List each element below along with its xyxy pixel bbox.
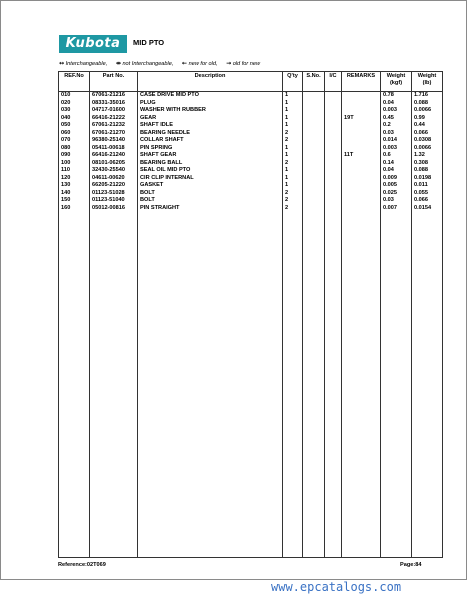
interchangeability-legend: [59, 60, 439, 67]
cell-part-no: 66416-21222: [90, 115, 138, 123]
cell-remarks: [342, 107, 381, 115]
cell-description: BEARING NEEDLE: [138, 130, 283, 138]
cell-serial-no: [303, 152, 325, 160]
table-row: [59, 197, 443, 205]
cell-serial-no: [303, 130, 325, 138]
reference-code: Reference:02T069: [58, 562, 106, 568]
cell-weight-kgf: 0.003: [381, 107, 412, 115]
cell-ref-no: 120: [59, 175, 90, 183]
cell-description: SHAFT IDLE: [138, 122, 283, 130]
cell-quantity: 1: [283, 182, 303, 190]
cell-description: PIN SPRING: [138, 145, 283, 153]
table-row: [59, 115, 443, 123]
cell-ref-no: 070: [59, 137, 90, 145]
cell-ic: [325, 205, 342, 213]
cell-remarks: [342, 145, 381, 153]
cell-part-no: 04611-00620: [90, 175, 138, 183]
cell-ic: [325, 92, 342, 100]
cell-remarks: [342, 100, 381, 108]
cell-remarks: [342, 197, 381, 205]
parts-table-body: [59, 92, 443, 558]
legend-not-interchangeable: [116, 61, 174, 67]
cell-ref-no: 010: [59, 92, 90, 100]
cell-weight-lb: 0.0308: [412, 137, 443, 145]
cell-weight-kgf: 0.6: [381, 152, 412, 160]
empty-cell: [412, 212, 443, 558]
cell-serial-no: [303, 92, 325, 100]
cell-quantity: 1: [283, 122, 303, 130]
cell-part-no: 08331-35016: [90, 100, 138, 108]
cell-weight-kgf: 0.03: [381, 130, 412, 138]
cell-serial-no: [303, 122, 325, 130]
cell-quantity: 2: [283, 190, 303, 198]
cell-quantity: 1: [283, 152, 303, 160]
empty-cell: [59, 212, 90, 558]
cell-weight-kgf: 0.45: [381, 115, 412, 123]
cell-ic: [325, 137, 342, 145]
cell-quantity: 1: [283, 167, 303, 175]
table-row: [59, 182, 443, 190]
cell-ic: [325, 100, 342, 108]
page-number: Page:84: [400, 562, 422, 568]
empty-cell: [381, 212, 412, 558]
parts-table: [58, 71, 443, 558]
cell-serial-no: [303, 137, 325, 145]
cell-weight-kgf: 0.007: [381, 205, 412, 213]
cell-serial-no: [303, 205, 325, 213]
cell-ref-no: 030: [59, 107, 90, 115]
cell-remarks: [342, 190, 381, 198]
cell-remarks: [342, 122, 381, 130]
cell-remarks: [342, 92, 381, 100]
cell-ic: [325, 152, 342, 160]
cell-serial-no: [303, 145, 325, 153]
cell-ref-no: 160: [59, 205, 90, 213]
cell-part-no: 66205-21220: [90, 182, 138, 190]
table-row: [59, 205, 443, 213]
cell-part-no: 67061-21216: [90, 92, 138, 100]
cell-weight-lb: 0.066: [412, 130, 443, 138]
cell-part-no: 05012-00816: [90, 205, 138, 213]
cell-remarks: [342, 182, 381, 190]
table-row: [59, 107, 443, 115]
cell-serial-no: [303, 182, 325, 190]
cell-ref-no: 050: [59, 122, 90, 130]
cell-quantity: 2: [283, 160, 303, 168]
cell-weight-kgf: 0.003: [381, 145, 412, 153]
cell-part-no: 67061-21270: [90, 130, 138, 138]
cell-description: PIN STRAIGHT: [138, 205, 283, 213]
table-row: [59, 100, 443, 108]
table-row: [59, 137, 443, 145]
col-serial-no: S.No.: [303, 72, 325, 92]
cell-ic: [325, 122, 342, 130]
table-row: [59, 190, 443, 198]
cell-weight-kgf: 0.14: [381, 160, 412, 168]
table-row: [59, 122, 443, 130]
col-weight-kgf: Weight (kgf): [381, 72, 412, 92]
cell-serial-no: [303, 115, 325, 123]
empty-cell: [325, 212, 342, 558]
cell-serial-no: [303, 100, 325, 108]
cell-weight-lb: 0.088: [412, 100, 443, 108]
cell-serial-no: [303, 167, 325, 175]
cell-description: BOLT: [138, 197, 283, 205]
cell-serial-no: [303, 107, 325, 115]
cell-remarks: 11T: [342, 152, 381, 160]
cell-part-no: 04717-01600: [90, 107, 138, 115]
cell-quantity: 1: [283, 145, 303, 153]
cell-serial-no: [303, 197, 325, 205]
cell-description: PLUG: [138, 100, 283, 108]
cell-part-no: 01123-51040: [90, 197, 138, 205]
cell-remarks: [342, 175, 381, 183]
cell-ic: [325, 145, 342, 153]
cell-weight-kgf: 0.014: [381, 137, 412, 145]
cell-remarks: [342, 160, 381, 168]
cell-ic: [325, 130, 342, 138]
cell-ic: [325, 182, 342, 190]
cell-weight-lb: 0.055: [412, 190, 443, 198]
empty-cell: [138, 212, 283, 558]
legend-label: old for new: [232, 61, 261, 67]
cell-weight-lb: 0.0154: [412, 205, 443, 213]
cell-weight-kgf: 0.025: [381, 190, 412, 198]
cell-weight-kgf: 0.009: [381, 175, 412, 183]
table-row: [59, 175, 443, 183]
cell-description: GEAR: [138, 115, 283, 123]
cell-ref-no: 140: [59, 190, 90, 198]
site-watermark: www.epcatalogs.com: [271, 580, 402, 594]
cell-part-no: 05411-00618: [90, 145, 138, 153]
left-arrow-icon: ←: [182, 60, 188, 67]
cell-weight-lb: 0.066: [412, 197, 443, 205]
cell-ref-no: 060: [59, 130, 90, 138]
cell-description: BEARING BALL: [138, 160, 283, 168]
cell-weight-kgf: 0.2: [381, 122, 412, 130]
cell-part-no: 01123-51028: [90, 190, 138, 198]
cell-quantity: 1: [283, 107, 303, 115]
cell-ic: [325, 107, 342, 115]
cell-quantity: 1: [283, 92, 303, 100]
legend-label: new for old,: [188, 61, 218, 67]
cell-part-no: 08101-06205: [90, 160, 138, 168]
cell-weight-lb: 0.99: [412, 115, 443, 123]
right-arrow-icon: →: [226, 60, 232, 67]
cell-part-no: 67061-21232: [90, 122, 138, 130]
cell-description: CIR CLIP INTERNAL: [138, 175, 283, 183]
cell-serial-no: [303, 190, 325, 198]
cell-weight-kgf: 0.03: [381, 197, 412, 205]
cell-weight-lb: 1.716: [412, 92, 443, 100]
cell-quantity: 2: [283, 130, 303, 138]
empty-cell: [283, 212, 303, 558]
crossed-double-arrow-icon: ↮: [115, 60, 121, 67]
cell-weight-lb: 0.0066: [412, 107, 443, 115]
cell-weight-lb: 0.0198: [412, 175, 443, 183]
cell-remarks: [342, 130, 381, 138]
cell-weight-lb: 0.308: [412, 160, 443, 168]
cell-part-no: 32430-25540: [90, 167, 138, 175]
cell-part-no: 96380-25140: [90, 137, 138, 145]
cell-quantity: 2: [283, 197, 303, 205]
cell-quantity: 2: [283, 205, 303, 213]
cell-weight-lb: 0.088: [412, 167, 443, 175]
legend-new-for-old: [182, 61, 218, 67]
cell-weight-kgf: 0.04: [381, 100, 412, 108]
cell-ref-no: 130: [59, 182, 90, 190]
cell-weight-kgf: 0.04: [381, 167, 412, 175]
cell-weight-lb: 0.44: [412, 122, 443, 130]
table-row: [59, 167, 443, 175]
cell-description: SEAL OIL MID PTO: [138, 167, 283, 175]
kubota-logo: Kubota: [59, 35, 127, 53]
cell-weight-kgf: 0.005: [381, 182, 412, 190]
cell-ic: [325, 197, 342, 205]
cell-description: BOLT: [138, 190, 283, 198]
cell-ref-no: 090: [59, 152, 90, 160]
cell-quantity: 1: [283, 175, 303, 183]
table-header-row: [59, 72, 443, 92]
cell-ref-no: 040: [59, 115, 90, 123]
cell-ic: [325, 190, 342, 198]
col-part-no: Part No.: [90, 72, 138, 92]
col-quantity: Q'ty: [283, 72, 303, 92]
cell-description: GASKET: [138, 182, 283, 190]
cell-serial-no: [303, 175, 325, 183]
cell-ic: [325, 160, 342, 168]
empty-cell: [90, 212, 138, 558]
legend-old-for-new: [226, 61, 260, 67]
double-arrow-icon: ↔: [59, 60, 65, 67]
col-remarks: REMARKS: [342, 72, 381, 92]
cell-ref-no: 100: [59, 160, 90, 168]
cell-remarks: 19T: [342, 115, 381, 123]
table-row: [59, 92, 443, 100]
table-filler-row: [59, 212, 443, 558]
cell-quantity: 1: [283, 115, 303, 123]
cell-ref-no: 110: [59, 167, 90, 175]
legend-label: not Interchangeable,: [122, 61, 174, 67]
cell-quantity: 2: [283, 137, 303, 145]
cell-remarks: [342, 167, 381, 175]
cell-remarks: [342, 137, 381, 145]
cell-description: CASE DRIVE MID PTO: [138, 92, 283, 100]
page-title: MID PTO: [133, 38, 165, 47]
cell-part-no: 66416-21240: [90, 152, 138, 160]
cell-description: WASHER WITH RUBBER: [138, 107, 283, 115]
col-ref-no: REF.No: [59, 72, 90, 92]
col-ic: I/C: [325, 72, 342, 92]
cell-ic: [325, 175, 342, 183]
cell-weight-kgf: 0.78: [381, 92, 412, 100]
empty-cell: [342, 212, 381, 558]
legend-interchangeable: [59, 61, 107, 67]
table-row: [59, 145, 443, 153]
cell-ref-no: 020: [59, 100, 90, 108]
cell-ref-no: 080: [59, 145, 90, 153]
cell-ic: [325, 167, 342, 175]
cell-weight-lb: 1.32: [412, 152, 443, 160]
table-row: [59, 130, 443, 138]
table-row: [59, 152, 443, 160]
cell-description: COLLAR SHAFT: [138, 137, 283, 145]
legend-label: Interchangeable,: [65, 61, 108, 67]
cell-serial-no: [303, 160, 325, 168]
cell-ic: [325, 115, 342, 123]
cell-ref-no: 150: [59, 197, 90, 205]
cell-weight-lb: 0.011: [412, 182, 443, 190]
table-row: [59, 160, 443, 168]
cell-weight-lb: 0.0066: [412, 145, 443, 153]
cell-remarks: [342, 205, 381, 213]
empty-cell: [303, 212, 325, 558]
cell-quantity: 1: [283, 100, 303, 108]
col-description: Description: [138, 72, 283, 92]
col-weight-lb: Weight (lb): [412, 72, 443, 92]
cell-description: SHAFT GEAR: [138, 152, 283, 160]
